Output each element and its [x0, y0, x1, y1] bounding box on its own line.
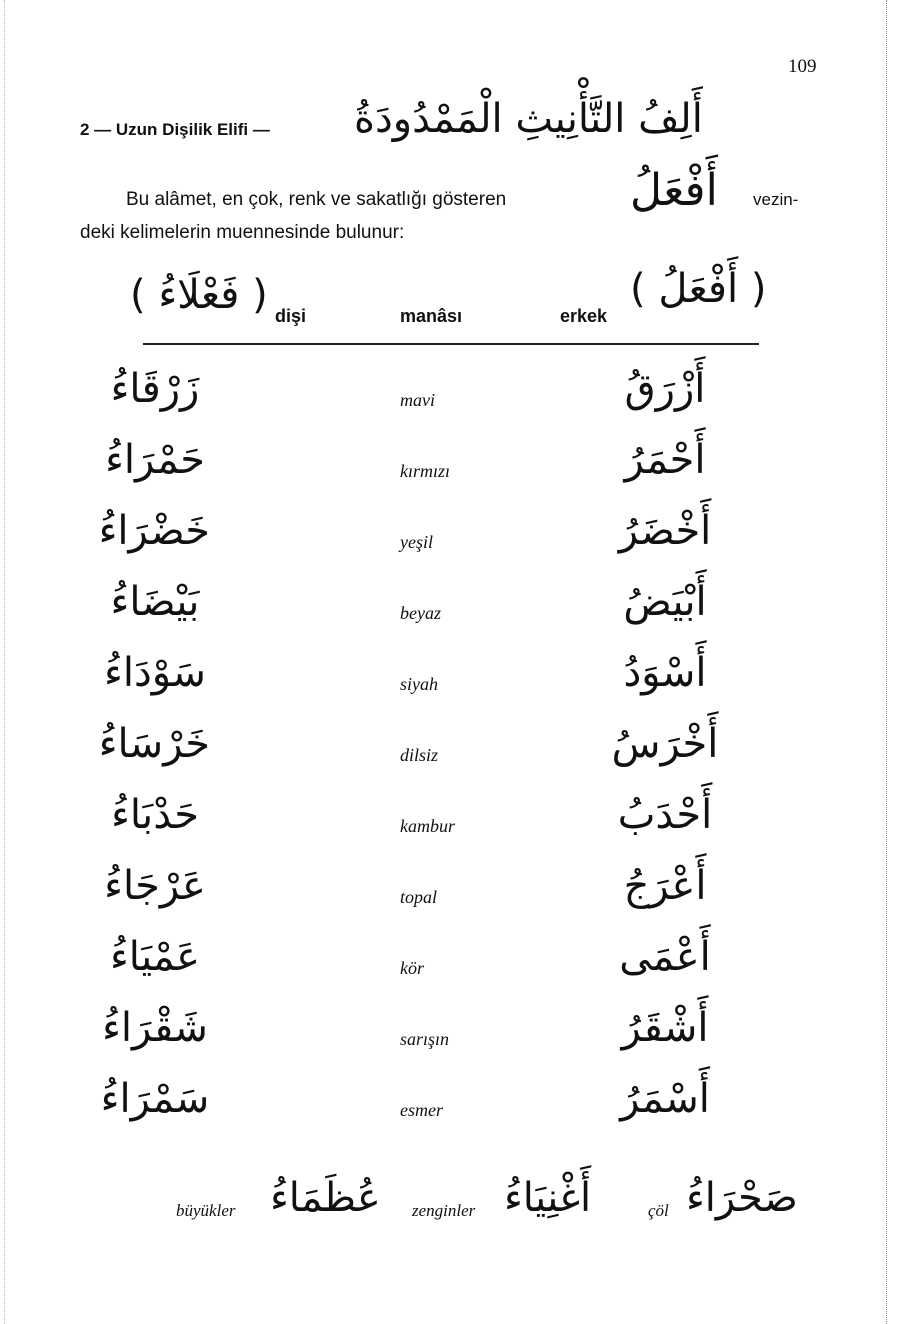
footer-examples	[170, 1175, 798, 1245]
footer-item-1-arabic: عُظَمَاءُ	[270, 1175, 381, 1221]
feminine-header-label: dişi	[275, 306, 307, 326]
masculine-form: أَسْمَرُ	[620, 1076, 710, 1122]
footer-item-3-arabic: صَحْرَاءُ	[686, 1175, 798, 1221]
table-row	[0, 715, 897, 786]
feminine-form: حَدْبَاءُ	[111, 792, 199, 838]
feminine-form: خَضْرَاءُ	[98, 508, 210, 554]
section-heading-label: 2 — Uzun Dişilik Elifi —	[80, 120, 270, 139]
meaning: esmer	[400, 1100, 443, 1120]
paragraph-line-2: deki kelimelerin muennesinde bulunur:	[80, 222, 405, 243]
meaning-header: manâsı	[400, 306, 463, 326]
table-row	[0, 360, 897, 431]
table-row	[0, 1070, 897, 1141]
table-row	[0, 857, 897, 928]
header-rule	[143, 343, 759, 345]
feminine-form: سَوْدَاءُ	[104, 650, 206, 696]
table-row	[0, 573, 897, 644]
table-row	[0, 999, 897, 1070]
feminine-header-arabic: ( فَعْلَاءُ )	[130, 272, 268, 318]
meaning: dilsiz	[400, 745, 439, 765]
feminine-form: سَمْرَاءُ	[100, 1076, 210, 1122]
masculine-header-arabic: ( أَفْعَلُ )	[630, 266, 767, 312]
feminine-form: زَرْقَاءُ	[110, 366, 200, 412]
feminine-form: بَيْضَاءُ	[110, 579, 200, 625]
meaning: kırmızı	[400, 461, 451, 481]
feminine-form: شَقْرَاءُ	[102, 1005, 208, 1051]
masculine-form: أَشْقَرُ	[621, 1005, 709, 1051]
table-row	[0, 431, 897, 502]
masculine-form: أَبْيَضُ	[623, 579, 707, 625]
masculine-form: أَعْرَجُ	[623, 863, 707, 909]
section-heading-arabic: أَلِفُ التَّأْنِيثِ الْمَمْدُودَةُ	[354, 96, 703, 142]
masculine-form: أَسْوَدُ	[623, 650, 707, 696]
meaning: siyah	[400, 674, 438, 694]
page-number: 109	[788, 56, 817, 77]
table-row	[0, 644, 897, 715]
table-header	[130, 266, 767, 342]
feminine-form: عَرْجَاءُ	[104, 863, 206, 909]
masculine-header-label: erkek	[560, 306, 608, 326]
masculine-form: أَخْضَرُ	[618, 508, 712, 554]
paragraph-line-1-end: vezin-	[753, 190, 799, 209]
paragraph-pattern-arabic: أَفْعَلُ	[630, 165, 718, 216]
meaning: mavi	[400, 390, 435, 410]
meaning: yeşil	[400, 532, 433, 552]
meaning: kambur	[400, 816, 455, 836]
feminine-form: خَرْسَاءُ	[98, 721, 210, 767]
masculine-form: أَعْمَى	[619, 934, 711, 980]
masculine-form: أَحْمَرُ	[624, 437, 706, 483]
paragraph-line-1: Bu alâmet, en çok, renk ve sakatlığı gösteren	[126, 189, 507, 210]
meaning: kör	[400, 958, 424, 978]
footer-item-2-arabic: أَغْنِيَاءُ	[504, 1175, 592, 1221]
meaning: beyaz	[400, 603, 441, 623]
table-row	[0, 928, 897, 999]
meaning: topal	[400, 887, 438, 907]
section-heading	[80, 96, 720, 156]
table-row	[0, 502, 897, 573]
table-row	[0, 786, 897, 857]
footer-item-3-gloss: çöl	[648, 1201, 669, 1220]
feminine-form: عَمْيَاءُ	[109, 934, 201, 980]
footer-item-1-gloss: büyükler	[176, 1201, 236, 1220]
feminine-form: حَمْرَاءُ	[105, 437, 205, 483]
masculine-form: أَحْدَبُ	[617, 792, 713, 838]
meaning: sarışın	[400, 1029, 450, 1049]
footer-item-2-gloss: zenginler	[412, 1201, 476, 1220]
masculine-form: أَخْرَسُ	[611, 721, 719, 767]
masculine-form: أَزْرَقُ	[624, 366, 706, 412]
